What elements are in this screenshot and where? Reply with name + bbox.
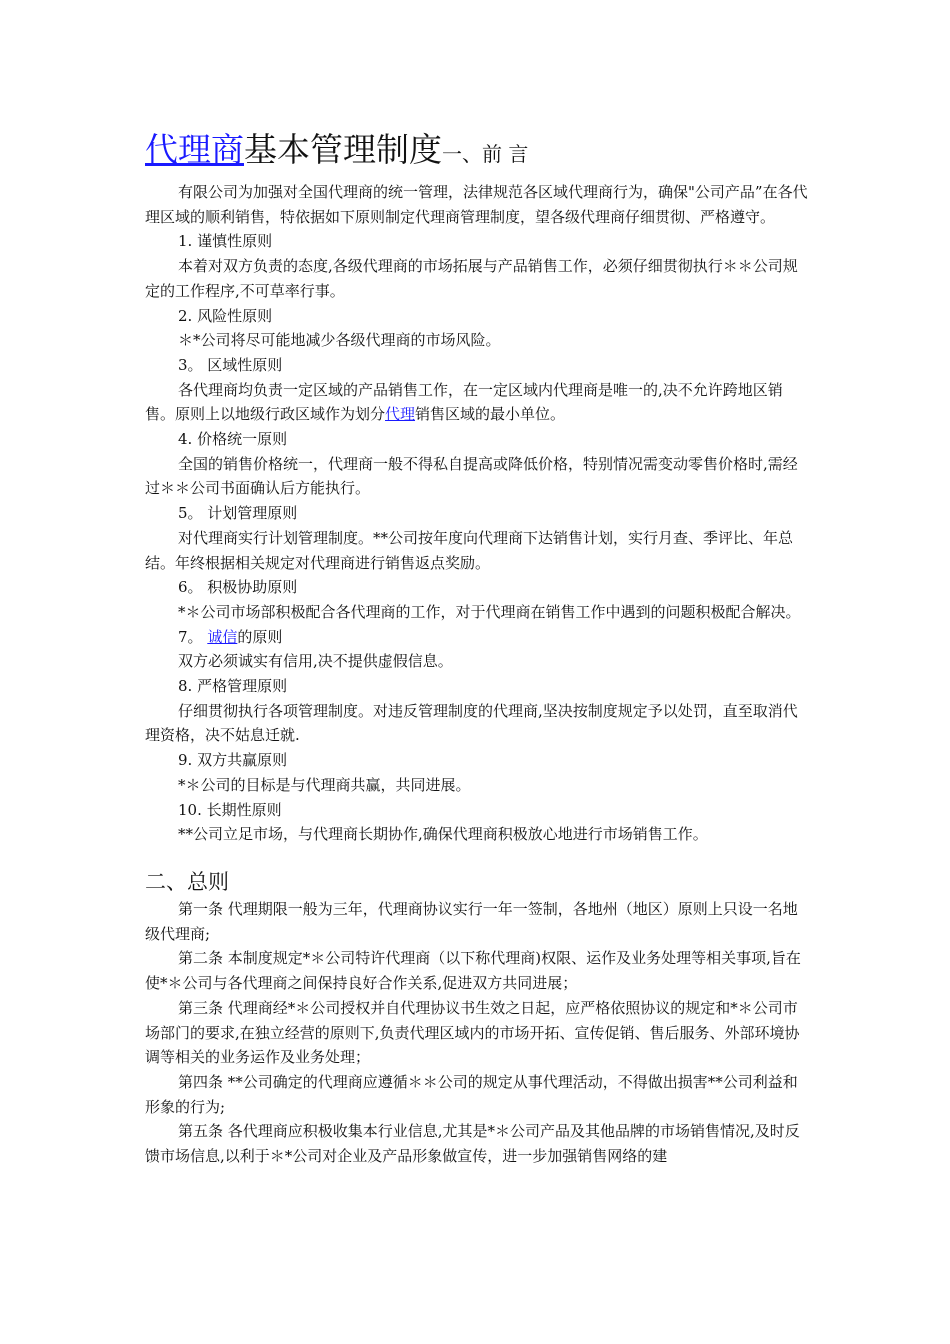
principle-heading xyxy=(145,625,810,650)
principle-body-text: 销售区域的最小单位。 xyxy=(415,405,566,424)
principle-body: 本着对双方负责的态度,各级代理商的市场拓展与产品销售工作，必须仔细贯彻执行＊＊公司规定的工作程序,不可草率行事。 xyxy=(145,257,798,300)
principle-body: ＊*公司将尽可能地减少各级代理商的市场风险。 xyxy=(178,331,501,350)
principle-body: 双方必须诚实有信用,决不提供虚假信息。 xyxy=(178,652,453,671)
principle-heading: 6。 积极协助原则 xyxy=(178,578,298,597)
principle-heading: 8. 严格管理原则 xyxy=(178,677,288,696)
principle-body xyxy=(145,378,810,427)
principle-heading-text: 的原则 xyxy=(237,627,283,646)
principle-body: *＊公司的目标是与代理商共赢，共同进展。 xyxy=(178,775,471,794)
title-link[interactable]: 代理商 xyxy=(145,130,244,169)
article-paragraph: 第三条 代理商经*＊公司授权并自代理协议书生效之日起，应严格依照协议的规定和*＊公司市场部门的要求,在独立经营的原则下,负责代理区域内的市场开拓、宣传促销、售后服务、外部环境协调等相关的业务运作及业务处理； xyxy=(145,998,800,1067)
document-page xyxy=(145,128,810,1169)
principle-heading: 2. 风险性原则 xyxy=(178,306,273,325)
article-paragraph: 第五条 各代理商应积极收集本行业信息,尤其是*＊公司产品及其他品牌的市场销售情况,及时反馈市场信息,以利于＊*公司对企业及产品形象做宣传，进一步加强销售网络的建 xyxy=(145,1122,800,1166)
section-heading-general: 二、总则 xyxy=(145,869,229,894)
principle-heading: 4. 价格统一原则 xyxy=(178,430,288,449)
principle-heading: 3。 区域性原则 xyxy=(178,355,283,374)
principle-heading: 1. 谨慎性原则 xyxy=(178,232,273,251)
agent-link[interactable]: 代理 xyxy=(385,405,416,424)
principle-heading: 5。 计划管理原则 xyxy=(178,504,298,523)
intro-paragraph: 有限公司为加强对全国代理商的统一管理，法律规范各区域代理商行为，确保"公司产品”在各代理区域的顺利销售，特依据如下原则制定代理商管理制度，望各级代理商仔细贯彻、严格遵守。 xyxy=(145,183,808,226)
principle-body: *＊公司市场部积极配合各代理商的工作，对于代理商在销售工作中遇到的问题积极配合解决。 xyxy=(178,602,801,621)
section-heading-preface: 一、前 言 xyxy=(442,142,529,166)
principle-body: 仔细贯彻执行各项管理制度。对违反管理制度的代理商,坚决按制度规定予以处罚，直至取消代理资格，决不姑息迁就. xyxy=(145,701,798,745)
article-paragraph: 第四条 **公司确定的代理商应遵循＊＊公司的规定从事代理活动，不得做出损害**公司利益和形象的行为; xyxy=(145,1072,798,1116)
principle-heading: 9. 双方共赢原则 xyxy=(178,751,288,770)
principle-body: **公司立足市场，与代理商长期协作,确保代理商积极放心地进行市场销售工作。 xyxy=(178,825,708,844)
article-paragraph: 第一条 代理期限一般为三年，代理商协议实行一年一签制，各地州（地区）原则上只设一名地级代理商; xyxy=(145,899,798,943)
principle-body-text: 各代理商均负责一定区域的产品销售工作，在一定区域内代理商是唯一的,决不允许跨地区销售。原则上以地级行政区域作为划分 xyxy=(145,380,783,424)
title-main: 基本管理制度 xyxy=(244,130,442,169)
principle-heading-number: 7。 xyxy=(178,627,208,646)
document-title xyxy=(145,128,810,176)
integrity-link[interactable]: 诚信 xyxy=(207,627,238,646)
principle-body: 全国的销售价格统一，代理商一般不得私自提高或降低价格，特别情况需变动零售价格时,需经过＊＊公司书面确认后方能执行。 xyxy=(145,454,798,498)
principle-body: 对代理商实行计划管理制度。**公司按年度向代理商下达销售计划，实行月查、季评比、年总结。年终根据相关规定对代理商进行销售返点奖励。 xyxy=(145,528,794,572)
article-paragraph: 第二条 本制度规定*＊公司特许代理商（以下称代理商)权限、运作及业务处理等相关事项,旨在使*＊公司与各代理商之间保持良好合作关系,促进双方共同进展； xyxy=(145,949,801,993)
principle-heading: 10. 长期性原则 xyxy=(178,800,282,819)
